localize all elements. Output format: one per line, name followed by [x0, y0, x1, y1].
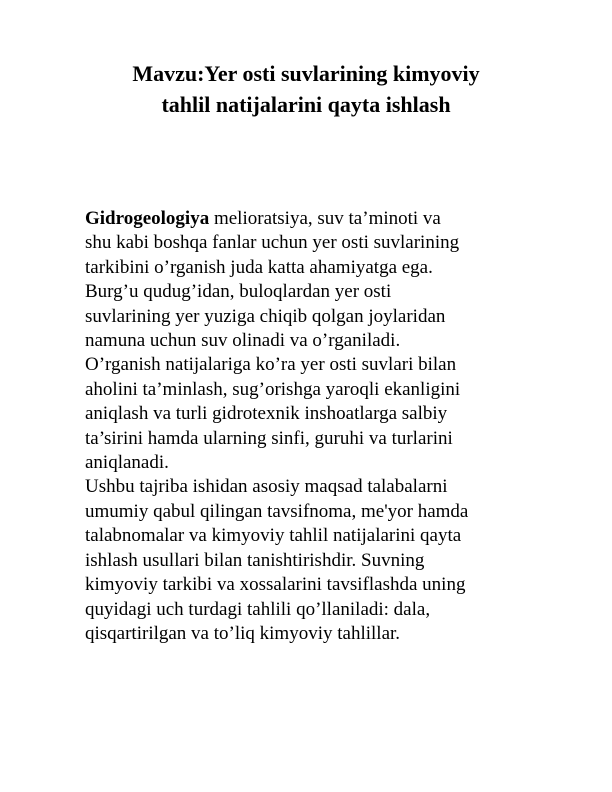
title-line: Mavzu:Yer osti suvlarining kimyoviy: [132, 61, 480, 86]
body-line: shu kabi boshqa fanlar uchun yer osti suvlarining: [85, 232, 460, 254]
document-title: [60, 58, 552, 120]
body-line: kimyoviy tarkibi va xossalarini tavsiflashda uning: [85, 574, 466, 596]
body-line: quyidagi uch turdagi tahlili qo’llaniladi: dala,: [85, 598, 431, 620]
body-line: Burg’u qudug’idan, buloqlardan yer osti: [85, 281, 392, 303]
body-line-text: melioratsiya, suv ta’minoti va: [209, 208, 441, 229]
body-paragraph: [85, 207, 585, 646]
body-line: suvlarining yer yuziga chiqib qolgan joylaridan: [85, 305, 446, 327]
body-line: ta’sirini hamda ularning sinfi, guruhi va turlarini: [85, 427, 453, 449]
body-line: Ushbu tajriba ishidan asosiy maqsad talabalarni: [85, 476, 448, 498]
body-line: talabnomalar va kimyoviy tahlil natijalarini qayta: [85, 525, 462, 547]
body-line: aniqlanadi.: [85, 452, 169, 474]
body-line: tarkibini o’rganish juda katta ahamiyatga ega.: [85, 256, 433, 278]
body-line: aniqlash va turli gidrotexnik inshoatlarga salbiy: [85, 403, 448, 425]
body-line: umumiy qabul qilingan tavsifnoma, me'yor hamda: [85, 500, 469, 522]
body-line: aholini ta’minlash, sug’orishga yaroqli ekanligini: [85, 378, 461, 400]
body-line: [85, 207, 585, 231]
body-line: ishlash usullari bilan tanishtirishdir. Suvning: [85, 549, 425, 571]
bold-term: Gidrogeologiya: [85, 208, 210, 229]
body-line: O’rganish natijalariga ko’ra yer osti suvlari bilan: [85, 354, 457, 376]
body-line: namuna uchun suv olinadi va o’rganiladi.: [85, 330, 401, 352]
title-line: tahlil natijalarini qayta ishlash: [161, 92, 451, 117]
body-line: qisqartirilgan va to’liq kimyoviy tahlillar.: [85, 622, 401, 644]
